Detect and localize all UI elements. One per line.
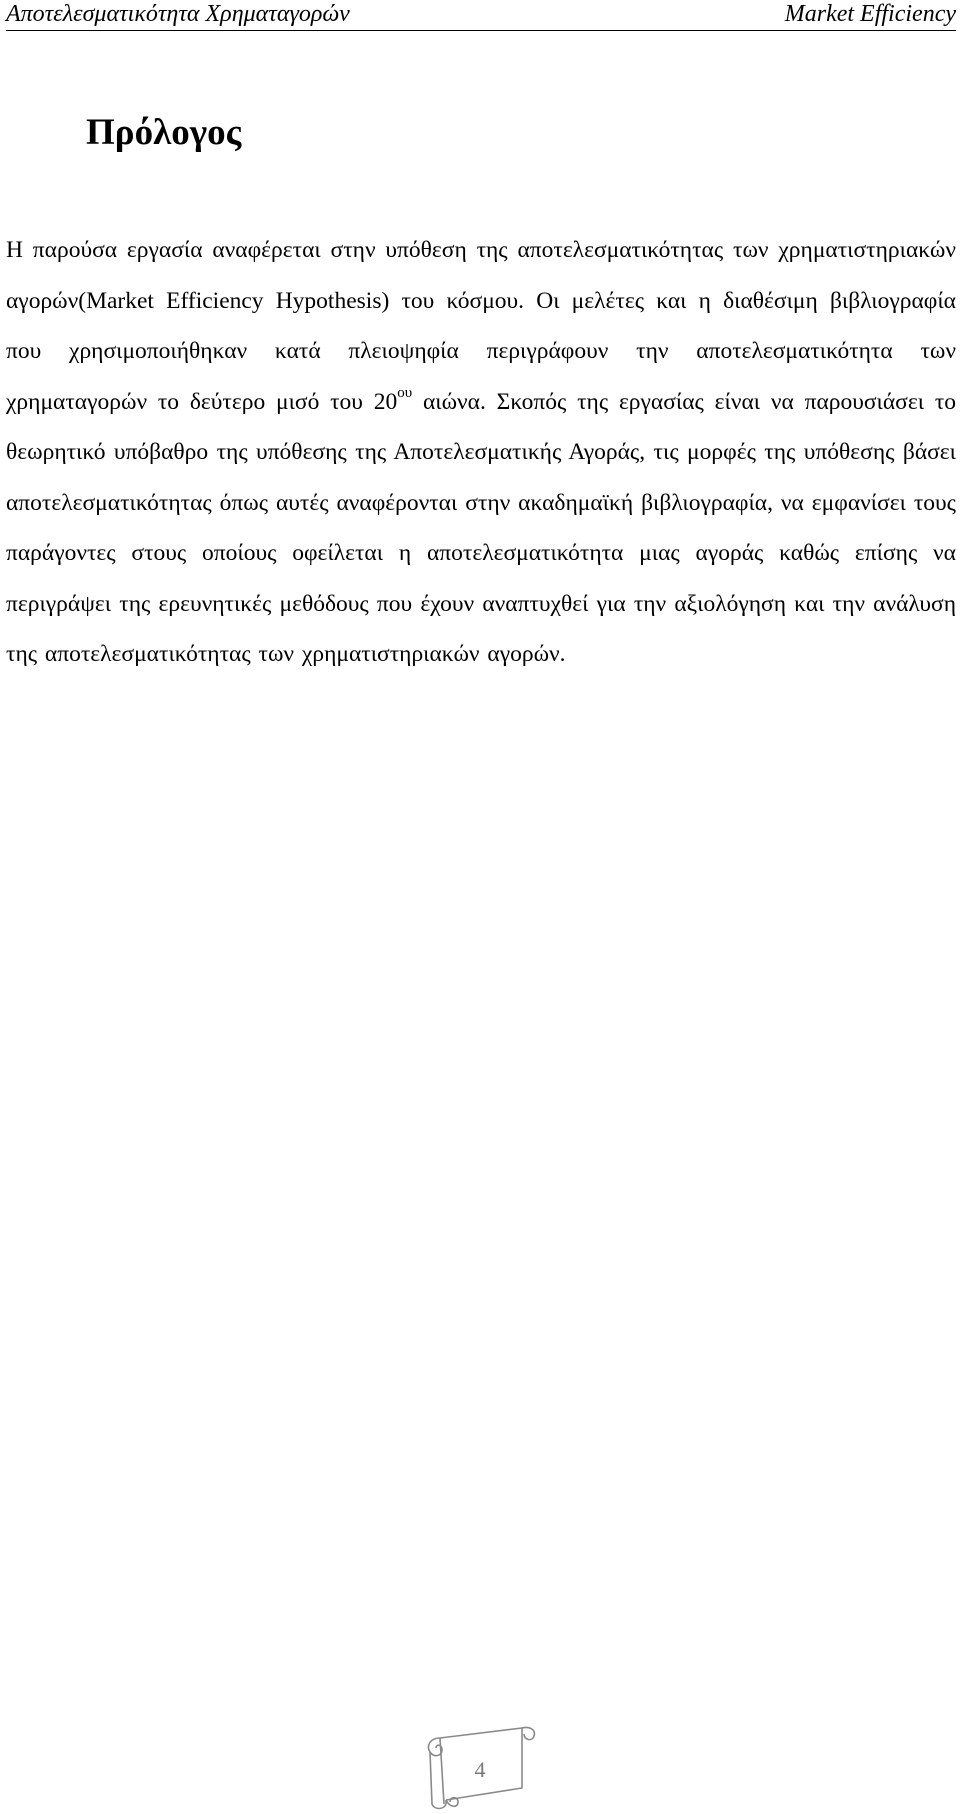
century-superscript: ου <box>397 384 413 401</box>
running-header <box>6 0 956 31</box>
page-number-badge <box>418 1716 542 1811</box>
header-document-title: Αποτελεσματικότητα Χρηματαγορών <box>6 1 350 27</box>
header-english-title: Market Efficiency <box>784 1 956 27</box>
chapter-title: Πρόλογος <box>86 112 242 153</box>
page-number: 4 <box>474 1757 486 1782</box>
preface-paragraph <box>6 225 956 680</box>
paragraph-text-part2: αιώνα. Σκοπός της εργασίας είναι να παρουσιάσει το θεωρητικό υπόβαθρο της υπόθεσης της Αποτελεσματικής Αγοράς, τις μορφές της υπόθεσης βάσει αποτελεσματικότητας όπως αυτές αναφέρονται στην ακαδημαϊκή βιβλιογραφία, να εμφανίσει τους παράγοντες στους οποίους οφείλεται η αποτελεσματικότητα μιας αγοράς καθώς επίσης να περιγράψει της ερευνητικές μεθόδους που έχουν αναπτυχθεί για την αξιολόγηση και την ανάλυση της αποτελεσματικότητας των χρηματιστηριακών αγορών. <box>6 388 957 667</box>
paragraph-text-part1: Η παρούσα εργασία αναφέρεται στην υπόθεση της αποτελεσματικότητας των χρηματιστηριακών αγορών(Market Efficiency Hypothesis) του κόσμου. Οι μελέτες και η διαθέσιμη βιβλιογραφία που χρησιμοποιήθηκαν κατά πλειοψηφία περιγράφουν την αποτελεσματικότητα των χρηματαγορών το δεύτερο μισό του 20 <box>6 237 956 415</box>
